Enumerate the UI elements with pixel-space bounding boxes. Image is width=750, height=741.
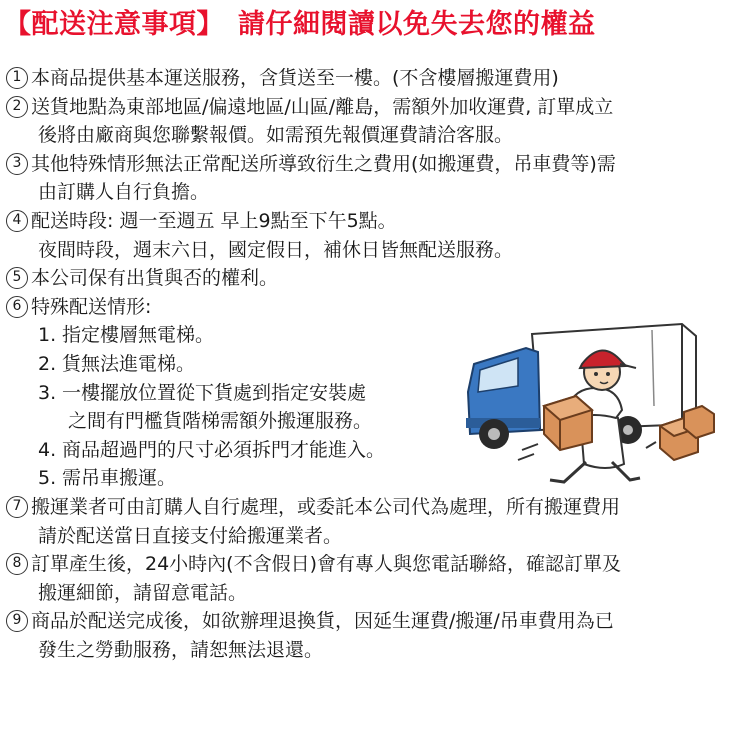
special-case-text: 貨無法進電梯。: [62, 352, 196, 375]
special-case-number: 2.: [38, 352, 57, 375]
item-number-badge: 7: [6, 496, 28, 518]
notice-item-2: [6, 93, 746, 122]
item-number-badge: 4: [6, 210, 28, 232]
special-case-number: 4.: [38, 438, 57, 461]
item-number-badge: 1: [6, 67, 28, 89]
item-text-line: 特殊配送情形:: [31, 295, 152, 318]
item-text-line: 後將由廠商與您聯繫報價。如需預先報價運費請洽客服。: [38, 124, 514, 147]
title-bracket: 【配送注意事項】: [4, 9, 224, 40]
item-number-badge: 2: [6, 96, 28, 118]
item-number-badge: 3: [6, 153, 28, 175]
item-text-line: 配送時段: 週一至週五 早上9點至下午5點。: [31, 209, 397, 232]
special-case-text: 需吊車搬運。: [62, 467, 177, 490]
item-text-line: 發生之勞動服務，請恕無法退還。: [38, 638, 324, 661]
notice-item-3: [6, 150, 746, 179]
special-case-text: 一樓擺放位置從下貨處到指定安裝處: [62, 381, 367, 404]
special-case-number: 3.: [38, 381, 57, 404]
item-text-line: 本公司保有出貨與否的權利。: [31, 267, 279, 290]
item-text-line: 夜間時段，週末六日，國定假日，補休日皆無配送服務。: [38, 238, 514, 261]
item-text-line: 其他特殊情形無法正常配送所導致衍生之費用(如搬運費，吊車費等)需: [31, 152, 616, 175]
item-text-line: 本商品提供基本運送服務，含貨送至一樓。(不含樓層搬運費用): [31, 67, 559, 89]
special-case-text: 之間有門檻貨階梯需額外搬運服務。: [68, 410, 373, 433]
special-case-text: 指定樓層無電梯。: [62, 324, 215, 347]
notice-item-4: [6, 207, 746, 236]
notice-item-5: [6, 264, 746, 293]
page-title: [4, 2, 746, 41]
notice-item-1: [6, 64, 746, 93]
item-number-badge: 9: [6, 610, 28, 632]
notice-item-7: [6, 493, 746, 522]
item-text-line: 訂單產生後，24小時內(不含假日)會有專人與您電話聯絡，確認訂單及: [31, 553, 622, 576]
item-number-badge: 8: [6, 553, 28, 575]
item-text-line: 由訂購人自行負擔。: [38, 181, 210, 204]
delivery-truck-mover-icon: [460, 322, 722, 492]
notice-item-6: [6, 293, 746, 322]
item-number-badge: 6: [6, 296, 28, 318]
item-text-line: 請於配送當日直接支付給搬運業者。: [38, 524, 343, 547]
notice-item-9: [6, 607, 746, 636]
special-case-text: 商品超過門的尺寸必須拆門才能進入。: [62, 438, 386, 461]
item-text-line: 送貨地點為東部地區/偏遠地區/山區/離島，需額外加收運費, 訂單成立: [31, 95, 614, 118]
special-case-number: 1.: [38, 324, 57, 347]
item-text-line: 商品於配送完成後，如欲辦理退換貨，因延生運費/搬運/吊車費用為已: [31, 610, 614, 633]
item-text-line: 搬運細節，請留意電話。: [38, 581, 248, 604]
item-number-badge: 5: [6, 267, 28, 289]
item-text-line: 搬運業者可由訂購人自行處理，或委託本公司代為處理，所有搬運費用: [31, 495, 621, 518]
special-case-number: 5.: [38, 467, 57, 490]
title-subtitle: 請仔細閱讀以免失去您的權益: [238, 9, 596, 40]
notice-item-8: [6, 550, 746, 579]
